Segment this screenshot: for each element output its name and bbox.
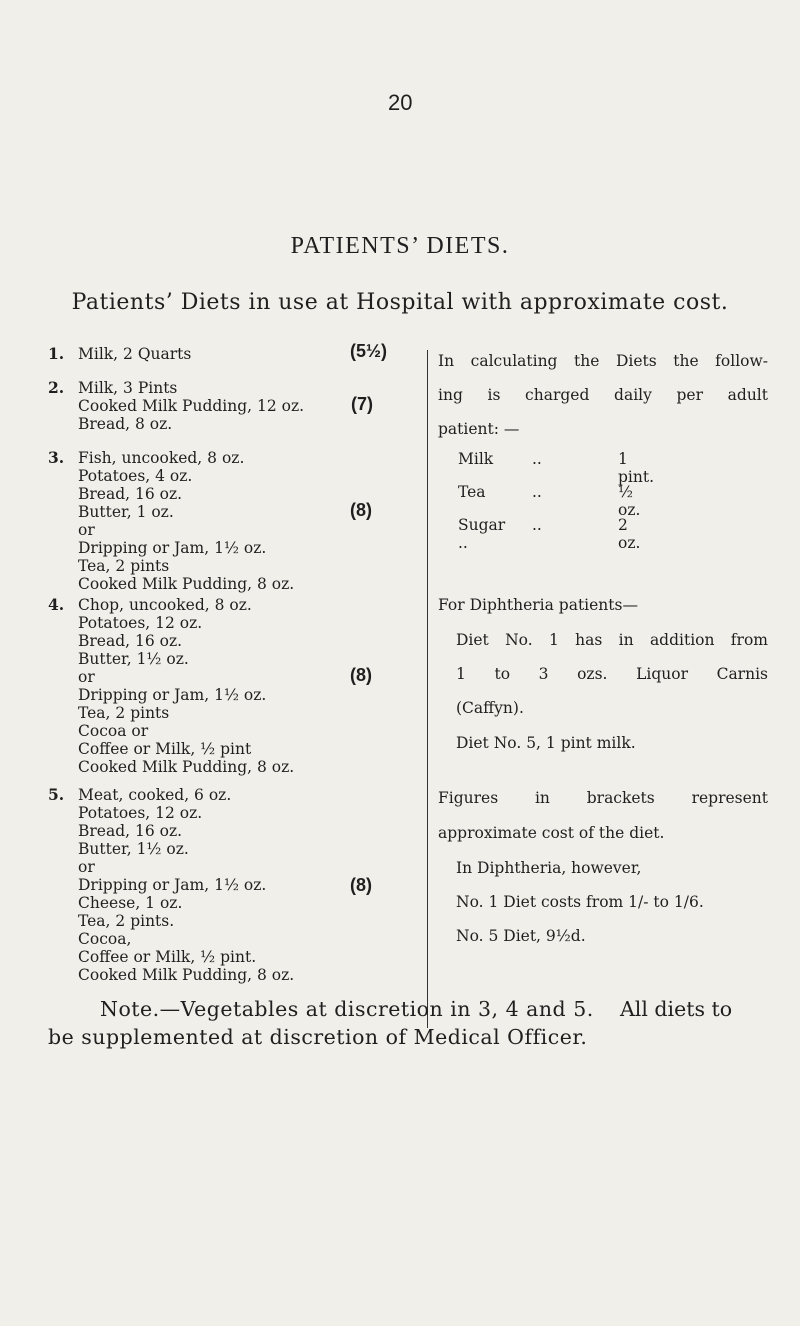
charge-item: Milk [458,450,494,468]
diet-line: Tea, 2 pints [78,557,170,575]
column-divider [427,350,428,1028]
diphtheria-line-3: (Caffyn). [456,699,524,717]
note-line-1: Note.—Vegetables at discretion in 3, 4 and 5. [100,997,594,1021]
charge-dots: .. [532,516,542,534]
diet-line: Bread, 16 oz. [78,485,183,503]
charge-amount: 1 pint. [618,450,655,486]
diet-line-or: or [78,668,95,686]
diet-line: Milk, 2 Quarts [78,345,192,363]
diet-line: Dripping or Jam, 1½ oz. [78,539,267,557]
diphtheria-line-4: Diet No. 5, 1 pint milk. [456,734,636,752]
diet-line: Butter, 1½ oz. [78,650,189,668]
diet-line: Potatoes, 12 oz. [78,614,203,632]
intro-line-1: In calculating the Diets the follow- [438,352,768,370]
charge-amount: ½ oz. [618,483,641,519]
diet-line: Butter, 1½ oz. [78,840,189,858]
diet-number: 2. [48,378,65,397]
note-line-1-end: All diets to [620,997,733,1021]
diet-line: Cooked Milk Pudding, 8 oz. [78,575,295,593]
figures-line-3: In Diphtheria, however, [456,859,642,877]
diphtheria-section [438,596,768,752]
diet-cost: (8) [350,500,372,520]
charge-amount: 2 oz. [618,516,641,552]
diet-number: 3. [48,448,65,467]
note-line-2: be supplemented at discretion of Medical Officer. [48,1025,588,1049]
diphtheria-heading: For Diphtheria patients— [438,596,638,614]
charges-intro [438,352,768,454]
figures-note [438,789,768,945]
figures-line-4: No. 1 Diet costs from 1/- to 1/6. [456,893,704,911]
diet-line: Cooked Milk Pudding, 8 oz. [78,758,295,776]
diet-line: Potatoes, 12 oz. [78,804,203,822]
figures-line-1: Figures in brackets represent [438,789,768,807]
diet-line: Milk, 3 Pints [78,379,178,397]
diet-cost: (5½) [350,341,388,361]
diet-line-or: or [78,858,95,876]
diet-number: 1. [48,344,65,363]
diet-number: 5. [48,785,65,804]
diet-line: Cocoa or [78,722,149,740]
page-title: PATIENTS’ DIETS. [290,233,510,259]
diet-line: Dripping or Jam, 1½ oz. [78,686,267,704]
diet-line: Bread, 8 oz. [78,415,173,433]
charge-item: Tea [458,483,486,501]
intro-line-2: ing is charged daily per adult [438,386,768,404]
diet-line: Coffee or Milk, ½ pint [78,740,252,758]
diet-line: Tea, 2 pints. [78,912,175,930]
diet-line: Chop, uncooked, 8 oz. [78,596,252,614]
diet-line: Cooked Milk Pudding, 8 oz. [78,966,295,984]
diphtheria-line-1: Diet No. 1 has in addition from [456,631,768,649]
charge-dots: .. [532,450,542,468]
page-number: 20 [388,90,413,115]
diet-cost: (8) [350,875,372,895]
diet-line: Meat, cooked, 6 oz. [78,786,232,804]
charge-dots: .. [532,483,542,501]
diet-line: Bread, 16 oz. [78,632,183,650]
intro-line-3: patient: — [438,420,520,438]
diet-line: Cocoa, [78,930,132,948]
diet-number: 4. [48,595,65,614]
figures-line-2: approximate cost of the diet. [438,824,665,842]
diet-line: Cheese, 1 oz. [78,894,183,912]
diet-cost: (7) [351,394,373,414]
diet-line-or: or [78,521,95,539]
diet-line: Fish, uncooked, 8 oz. [78,449,245,467]
diet-line: Dripping or Jam, 1½ oz. [78,876,267,894]
charge-item: Sugar .. [458,516,506,552]
page-subtitle: Patients’ Diets in use at Hospital with approximate cost. [71,290,729,315]
diet-line: Butter, 1 oz. [78,503,174,521]
diet-line: Coffee or Milk, ½ pint. [78,948,257,966]
diet-line: Potatoes, 4 oz. [78,467,193,485]
diet-cost: (8) [350,665,372,685]
diet-line: Tea, 2 pints [78,704,170,722]
diet-line: Bread, 16 oz. [78,822,183,840]
diet-line: Cooked Milk Pudding, 12 oz. [78,397,305,415]
figures-line-5: No. 5 Diet, 9½d. [456,927,586,945]
diphtheria-line-2: 1 to 3 ozs. Liquor Carnis [456,665,768,683]
